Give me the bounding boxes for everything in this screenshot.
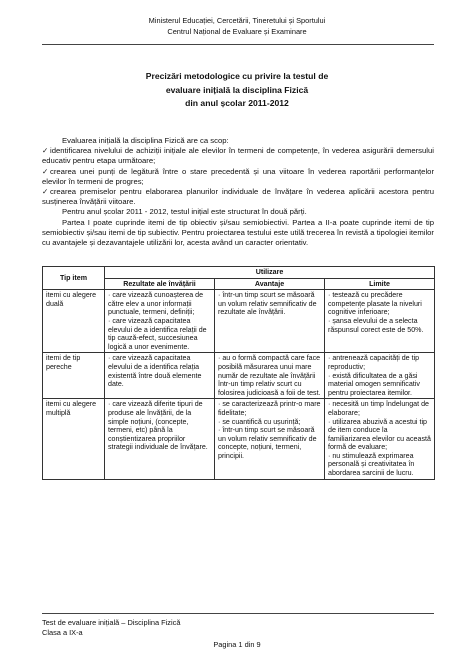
table-row xyxy=(43,353,435,399)
avantaje-cell xyxy=(215,290,325,353)
structure-paragraph: Pentru anul școlar 2011 - 2012, testul inițial este structurat în două părți. xyxy=(62,207,307,217)
limite-cell xyxy=(325,353,435,399)
bullet-text: crearea unei punți de legătură între o stare precedentă și una viitoare în vederea raportării performanțelor elevilor în termeni de progres; xyxy=(42,166,434,186)
checkmark-icon: ✓ xyxy=(42,187,49,197)
page-footer xyxy=(42,618,434,638)
title-line-1: Precizări metodologice cu privire la testul de xyxy=(145,71,329,81)
cell-bullet: · nu stimulează exprimarea personală și creativitatea în abordarea sarcinii de lucru. xyxy=(328,451,415,478)
footer-class: Clasa a IX-a xyxy=(42,628,83,637)
checkmark-icon: ✓ xyxy=(42,146,49,156)
cell-bullet: · se caracterizează printr-o mare fidelitate; xyxy=(218,400,321,417)
cell-bullet: · au o formă compactă care face posibilă măsurarea unui mare număr de rezultate ale învățării într-un timp relativ scurt cu folosirea judicioasă a foii de test. xyxy=(218,354,321,397)
tip-cell: itemi de tip pereche xyxy=(43,353,105,399)
tip-item-header: Tip item xyxy=(43,267,105,290)
cell-bullet: · într-un timp scurt se măsoară un volum relativ semnificativ de rezultate ale învățării. xyxy=(218,291,317,317)
bullet-item xyxy=(42,187,434,207)
tip-cell: itemi cu alegere duală xyxy=(43,290,105,353)
bullet-item xyxy=(42,167,434,187)
body-text xyxy=(42,136,434,248)
title-line-3: din anul școlar 2011-2012 xyxy=(185,98,289,108)
cell-bullet: · se cuantifică cu ușurință; xyxy=(218,417,301,426)
center-name: Centrul Național de Evaluare și Examinare xyxy=(167,27,307,36)
ministry-name: Ministerul Educației, Cercetării, Tineretului și Sportului xyxy=(148,16,326,25)
footer-divider xyxy=(42,613,434,614)
intro-paragraph: Evaluarea inițială la disciplina Fizică are ca scop: xyxy=(62,136,229,145)
cell-bullet: · testează cu precădere competențe plasate la niveluri cognitive inferioare; xyxy=(328,291,422,317)
table-row xyxy=(43,290,435,353)
item-types-table xyxy=(42,266,435,480)
avantaje-header: Avantaje xyxy=(215,278,325,290)
header-divider xyxy=(42,44,434,45)
rezultate-cell xyxy=(105,399,215,479)
cell-bullet: · utilizarea abuzivă a acestui tip de item conduce la familiarizarea elevilor cu această formă de evaluare; xyxy=(328,417,431,452)
page-number: Pagina 1 din 9 xyxy=(213,640,261,649)
cell-bullet: · într-un timp scurt se măsoară un volum relativ semnificativ de concepte, noțiuni, termeni, principii. xyxy=(218,426,317,460)
cell-bullet: · există dificultatea de a găsi material omogen semnificativ pentru proiectarea itemilor. xyxy=(328,371,420,397)
document-title xyxy=(0,70,474,111)
cell-bullet: · care vizează capacitatea elevului de a identifica relația existentă între două elemente date. xyxy=(108,354,202,389)
limite-cell xyxy=(325,399,435,479)
tip-cell: itemi cu alegere multiplă xyxy=(43,399,105,479)
cell-bullet: · șansa elevului de a selecta răspunsul corect este de 50%. xyxy=(328,316,424,334)
footer-test-name: Test de evaluare inițială – Disciplina Fizică xyxy=(42,618,181,627)
avantaje-cell xyxy=(215,399,325,479)
cell-bullet: · care vizează capacitatea elevului de a identifica relații de tip cauză-efect, succesiunea logică a unor evenimente. xyxy=(108,316,207,351)
table-header-row xyxy=(43,267,435,279)
bullet-item xyxy=(42,146,434,166)
bullet-text: crearea premiselor pentru elaborarea planurilor individuale de învățare în vederea aplicării acestora pentru susținerea învățării viitoare. xyxy=(42,187,434,207)
page-header xyxy=(0,15,474,37)
cell-bullet: · care vizează diferite tipuri de produse ale învățării, de la simple noțiuni, (concepte, termeni, etc) până la conștientizarea propriilor strategii individuale de învățare. xyxy=(108,400,208,452)
parts-paragraph: Partea I poate cuprinde itemi de tip obiectiv și/sau semiobiectivi. Partea a II-a poate cuprinde itemi de tip semiobiectiv și/sau itemi de tip subiectiv. Pentru proiectarea testului este utilă trecerea în revistă a tipologiei itemilor cu avantajele și dezavantajele utilizării lor, acesta având un caracter orientativ. xyxy=(42,217,434,248)
cell-bullet: · antrenează capacități de tip reproductiv; xyxy=(328,354,420,371)
cell-bullet: · care vizează cunoașterea de către elev a unor informații punctuale, termeni, definiții; xyxy=(108,291,204,317)
limite-cell xyxy=(325,290,435,353)
utilizare-header: Utilizare xyxy=(105,267,435,279)
checkmark-icon: ✓ xyxy=(42,166,49,176)
cell-bullet: · necesită un timp îndelungat de elaborare; xyxy=(328,400,429,417)
avantaje-cell xyxy=(215,353,325,399)
rezultate-cell xyxy=(105,353,215,399)
bullet-text: identificarea nivelului de achiziții inițiale ale elevilor în termeni de competențe, în vederea asigurării demersului educativ pentru etapa următoare; xyxy=(42,146,434,166)
table-row xyxy=(43,399,435,479)
rezultate-cell xyxy=(105,290,215,353)
limite-header: Limite xyxy=(325,278,435,290)
rezultate-header: Rezultate ale învățării xyxy=(105,278,215,290)
title-line-2: evaluare inițială la disciplina Fizică xyxy=(165,84,309,95)
